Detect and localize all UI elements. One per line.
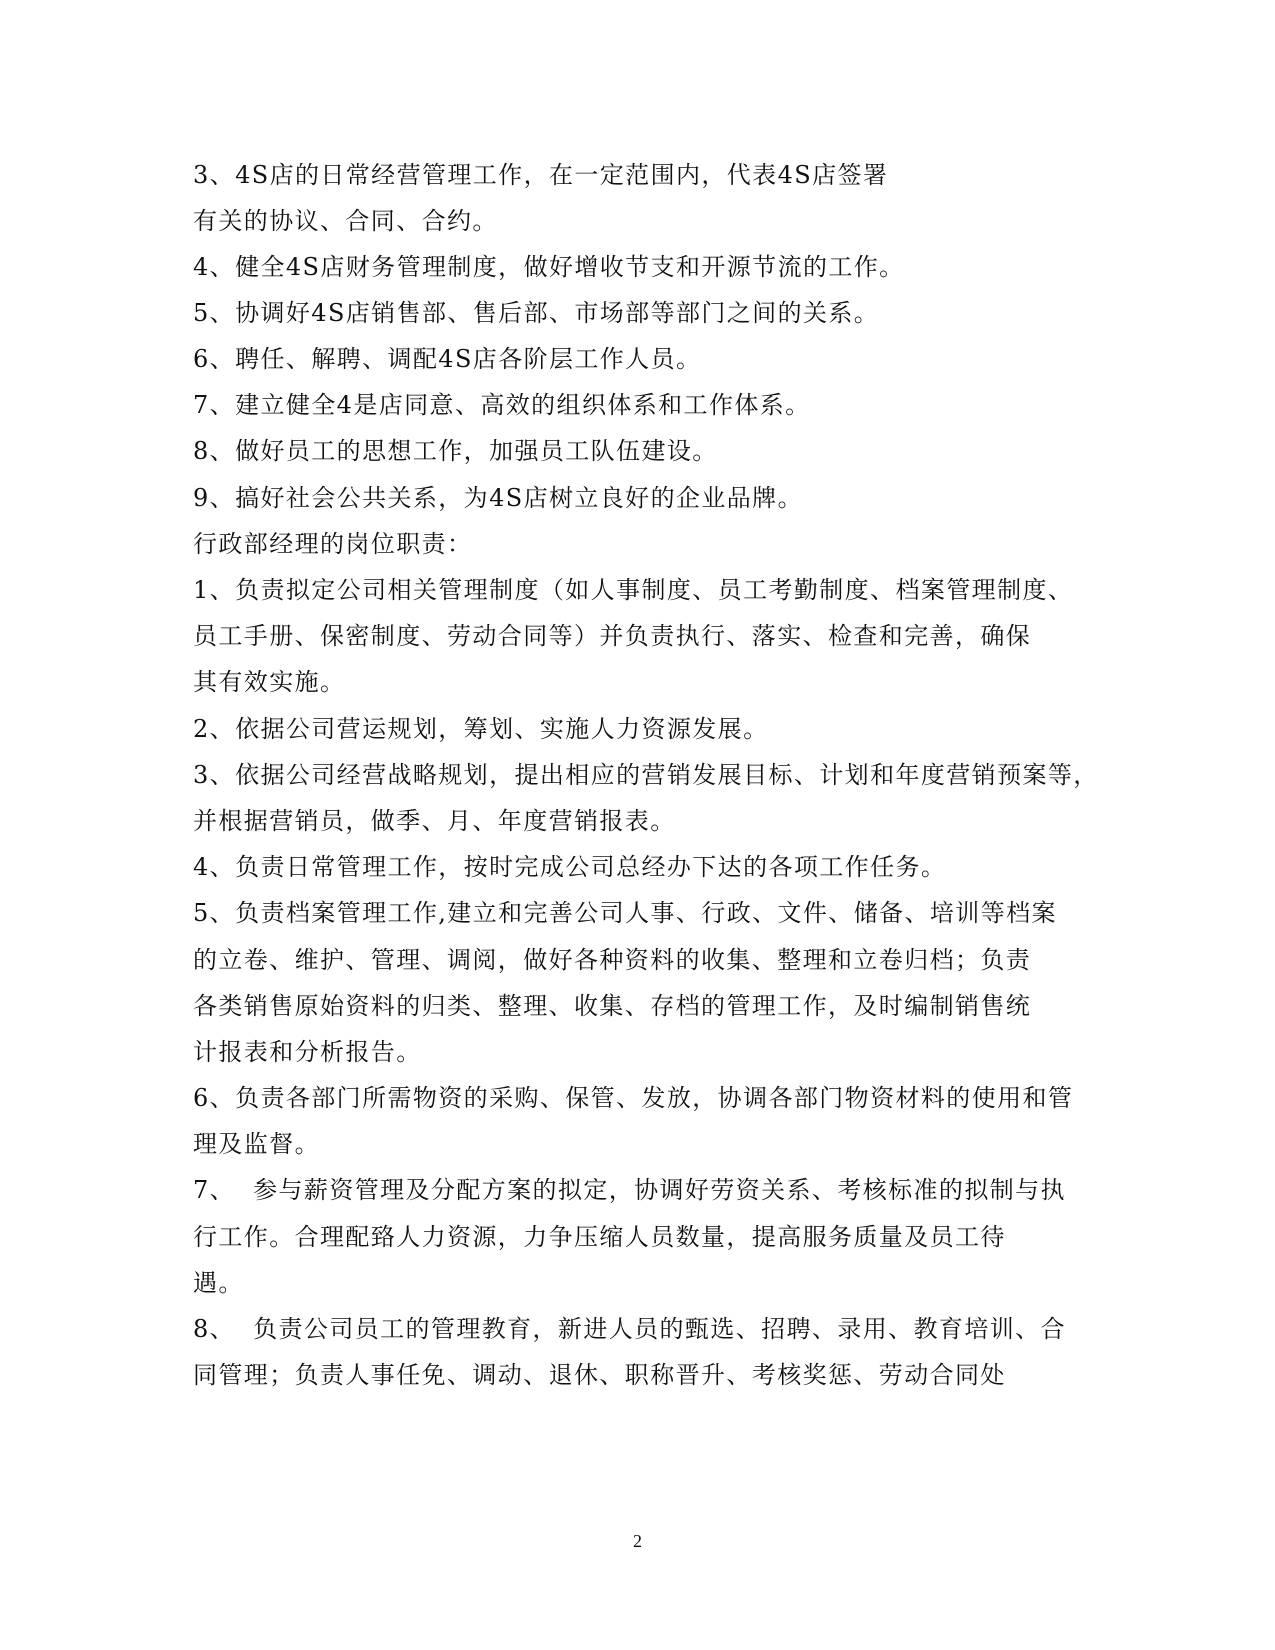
text-line: 2、依据公司营运规划，筹划、实施人力资源发展。 — [193, 715, 769, 743]
text-line: 4、健全4S店财务管理制度，做好增收节支和开源节流的工作。 — [193, 253, 905, 281]
text-line: 5、协调好4S店销售部、售后部、市场部等部门之间的关系。 — [193, 299, 880, 327]
text-line: 7、建立健全4是店同意、高效的组织体系和工作体系。 — [193, 391, 811, 419]
text-line: 遇。 — [193, 1269, 244, 1297]
text-line: 理及监督。 — [193, 1130, 320, 1158]
page-number: 2 — [633, 1531, 642, 1551]
text-line: 8、做好员工的思想工作，加强员工队伍建设。 — [193, 437, 718, 465]
text-line: 3、依据公司经营战略规划，提出相应的营销发展目标、计划和年度营销预案等， — [193, 761, 1099, 789]
section-heading: 行政部经理的岗位职责： — [193, 530, 473, 558]
text-line: 计报表和分析报告。 — [193, 1038, 422, 1066]
text-line: 有关的协议、合同、合约。 — [193, 207, 498, 235]
text-line: 1、负责拟定公司相关管理制度（如人事制度、员工考勤制度、档案管理制度、 — [193, 576, 1074, 604]
text-line: 的立卷、维护、管理、调阅，做好各种资料的收集、整理和立卷归档；负责 — [193, 946, 1032, 974]
text-line: 其有效实施。 — [193, 668, 346, 696]
text-line: 7、 参与薪资管理及分配方案的拟定，协调好劳资关系、考核标准的拟制与执 — [193, 1176, 1066, 1204]
text-line: 8、 负责公司员工的管理教育，新进人员的甄选、招聘、录用、教育培训、合 — [193, 1315, 1066, 1343]
text-line: 6、聘任、解聘、调配4S店各阶层工作人员。 — [193, 345, 702, 373]
text-line: 9、搞好社会公共关系，为4S店树立良好的企业品牌。 — [193, 484, 803, 512]
text-line: 5、负责档案管理工作,建立和完善公司人事、行政、文件、储备、培训等档案 — [193, 899, 1057, 927]
text-line: 行工作。合理配臵人力资源，力争压缩人员数量，提高服务质量及员工待 — [193, 1223, 1006, 1251]
text-line: 同管理；负责人事任免、调动、退休、职称晋升、考核奖惩、劳动合同处 — [193, 1361, 1006, 1389]
text-line: 6、负责各部门所需物资的采购、保管、发放，协调各部门物资材料的使用和管 — [193, 1084, 1074, 1112]
text-line: 4、负责日常管理工作，按时完成公司总经办下达的各项工作任务。 — [193, 853, 947, 881]
text-line: 员工手册、保密制度、劳动合同等）并负责执行、落实、检查和完善，确保 — [193, 622, 1032, 650]
text-line: 3、4S店的日常经营管理工作，在一定范围内，代表4S店签署 — [193, 161, 889, 189]
text-line: 各类销售原始资料的归类、整理、收集、存档的管理工作，及时编制销售统 — [193, 992, 1032, 1020]
text-line: 并根据营销员，做季、月、年度营销报表。 — [193, 807, 676, 835]
